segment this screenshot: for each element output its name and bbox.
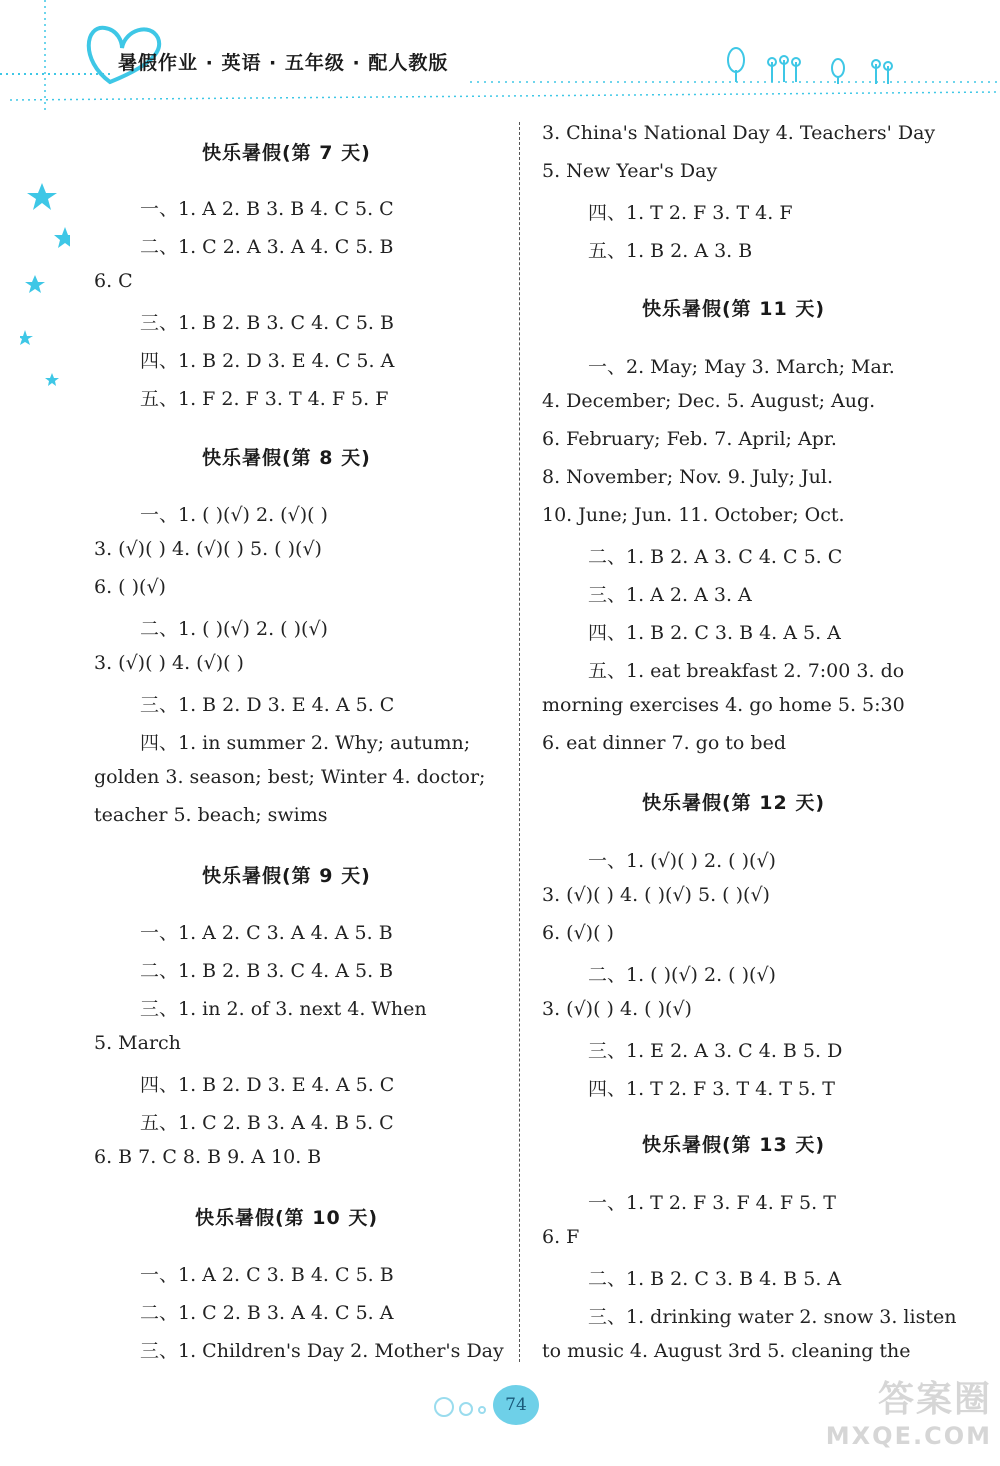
answer-line: 二、1. B 2. A 3. C 4. C 5. C <box>588 546 843 568</box>
page-header <box>0 0 1000 110</box>
answer-line: 6. C <box>94 270 133 292</box>
answer-line: 5. March <box>94 1032 181 1054</box>
column-divider <box>519 122 521 1362</box>
answer-line: 一、1. T 2. F 3. F 4. F 5. T <box>588 1192 836 1214</box>
answer-line: 3. (√)( ) 4. ( )(√) <box>542 998 692 1020</box>
answer-line: 三、1. B 2. D 3. E 4. A 5. C <box>140 694 395 716</box>
answer-line: 三、1. B 2. B 3. C 4. C 5. B <box>140 312 394 334</box>
section-heading-day10: 快乐暑假(第 10 天) <box>195 1207 379 1229</box>
star-icon <box>54 227 70 248</box>
answer-line: 二、1. B 2. B 3. C 4. A 5. B <box>140 960 394 982</box>
answer-line: 二、1. ( )(√) 2. ( )(√) <box>140 618 328 640</box>
answer-line: 6. F <box>542 1226 580 1248</box>
answer-line: 四、1. T 2. F 3. T 4. F <box>588 202 793 224</box>
answer-line: 10. June; Jun. 11. October; Oct. <box>542 504 845 526</box>
answer-line: 3. (√)( ) 4. (√)( ) 5. ( )(√) <box>94 538 322 560</box>
page-number: 74 <box>493 1385 539 1425</box>
header-title: 暑假作业 · 英语 · 五年级 · 配人教版 <box>118 52 449 74</box>
answer-line: 一、1. ( )(√) 2. (√)( ) <box>140 504 328 526</box>
answer-line: 五、1. B 2. A 3. B <box>588 240 753 262</box>
answer-line: 4. December; Dec. 5. August; Aug. <box>542 390 876 412</box>
answer-line: 三、1. E 2. A 3. C 4. B 5. D <box>588 1040 843 1062</box>
star-icon <box>27 183 57 210</box>
watermark-text: 答案圈 MXQE.COM <box>825 1379 992 1450</box>
answer-line: 6. February; Feb. 7. April; Apr. <box>542 428 837 450</box>
answer-line: 5. New Year's Day <box>542 160 718 182</box>
answer-line: teacher 5. beach; swims <box>94 804 328 826</box>
answer-line: 6. ( )(√) <box>94 576 166 598</box>
answer-line: 二、1. C 2. A 3. A 4. C 5. B <box>140 236 394 258</box>
answer-line: 一、1. A 2. C 3. A 4. A 5. B <box>140 922 393 944</box>
answer-line: 五、1. F 2. F 3. T 4. F 5. F <box>140 388 389 410</box>
answer-line: 一、1. A 2. C 3. B 4. C 5. B <box>140 1264 394 1286</box>
star-icon <box>25 275 45 293</box>
watermark-logo <box>760 1378 992 1458</box>
answer-line: 三、1. drinking water 2. snow 3. listen <box>588 1306 957 1328</box>
answer-line: 四、1. B 2. C 3. B 4. A 5. A <box>588 622 841 644</box>
answer-line: 四、1. in summer 2. Why; autumn; <box>140 732 471 754</box>
star-icon <box>20 330 33 345</box>
star-icon <box>45 373 59 386</box>
answer-line: golden 3. season; best; Winter 4. doctor; <box>94 766 486 788</box>
answer-line: 一、1. (√)( ) 2. ( )(√) <box>588 850 776 872</box>
answer-line: 三、1. in 2. of 3. next 4. When <box>140 998 427 1020</box>
star-decoration <box>20 175 70 405</box>
answer-line: 四、1. T 2. F 3. T 4. T 5. T <box>588 1078 835 1100</box>
section-heading-day12: 快乐暑假(第 12 天) <box>642 792 826 814</box>
answer-line: 三、1. A 2. A 3. A <box>588 584 752 606</box>
answer-line: 四、1. B 2. D 3. E 4. A 5. C <box>140 1074 395 1096</box>
answer-line: 一、1. A 2. B 3. B 4. C 5. C <box>140 198 394 220</box>
section-heading-day7: 快乐暑假(第 7 天) <box>202 142 371 164</box>
answer-line: 3. China's National Day 4. Teachers' Day <box>542 122 936 144</box>
answer-line: 8. November; Nov. 9. July; Jul. <box>542 466 834 488</box>
answer-line: 三、1. Children's Day 2. Mother's Day <box>140 1340 504 1362</box>
answer-line: morning exercises 4. go home 5. 5:30 <box>542 694 905 716</box>
tree-icon <box>728 48 892 84</box>
answer-line: 6. eat dinner 7. go to bed <box>542 732 786 754</box>
answer-line: 6. B 7. C 8. B 9. A 10. B <box>94 1146 322 1168</box>
answer-line: 3. (√)( ) 4. ( )(√) 5. ( )(√) <box>542 884 770 906</box>
section-heading-day13: 快乐暑假(第 13 天) <box>642 1134 826 1156</box>
section-heading-day9: 快乐暑假(第 9 天) <box>202 865 371 887</box>
section-heading-day8: 快乐暑假(第 8 天) <box>202 447 371 469</box>
answer-line: 一、2. May; May 3. March; Mar. <box>588 356 895 378</box>
answer-line: 二、1. ( )(√) 2. ( )(√) <box>588 964 776 986</box>
answer-line: to music 4. August 3rd 5. cleaning the <box>542 1340 911 1362</box>
bubble-decoration <box>430 1392 490 1422</box>
answer-line: 3. (√)( ) 4. (√)( ) <box>94 652 244 674</box>
answer-line: 四、1. B 2. D 3. E 4. C 5. A <box>140 350 395 372</box>
answer-line: 二、1. B 2. C 3. B 4. B 5. A <box>588 1268 842 1290</box>
answer-line: 6. (√)( ) <box>542 922 614 944</box>
answer-line: 五、1. C 2. B 3. A 4. B 5. C <box>140 1112 394 1134</box>
section-heading-day11: 快乐暑假(第 11 天) <box>642 298 826 320</box>
answer-line: 五、1. eat breakfast 2. 7:00 3. do <box>588 660 905 682</box>
answer-line: 二、1. C 2. B 3. A 4. C 5. A <box>140 1302 394 1324</box>
